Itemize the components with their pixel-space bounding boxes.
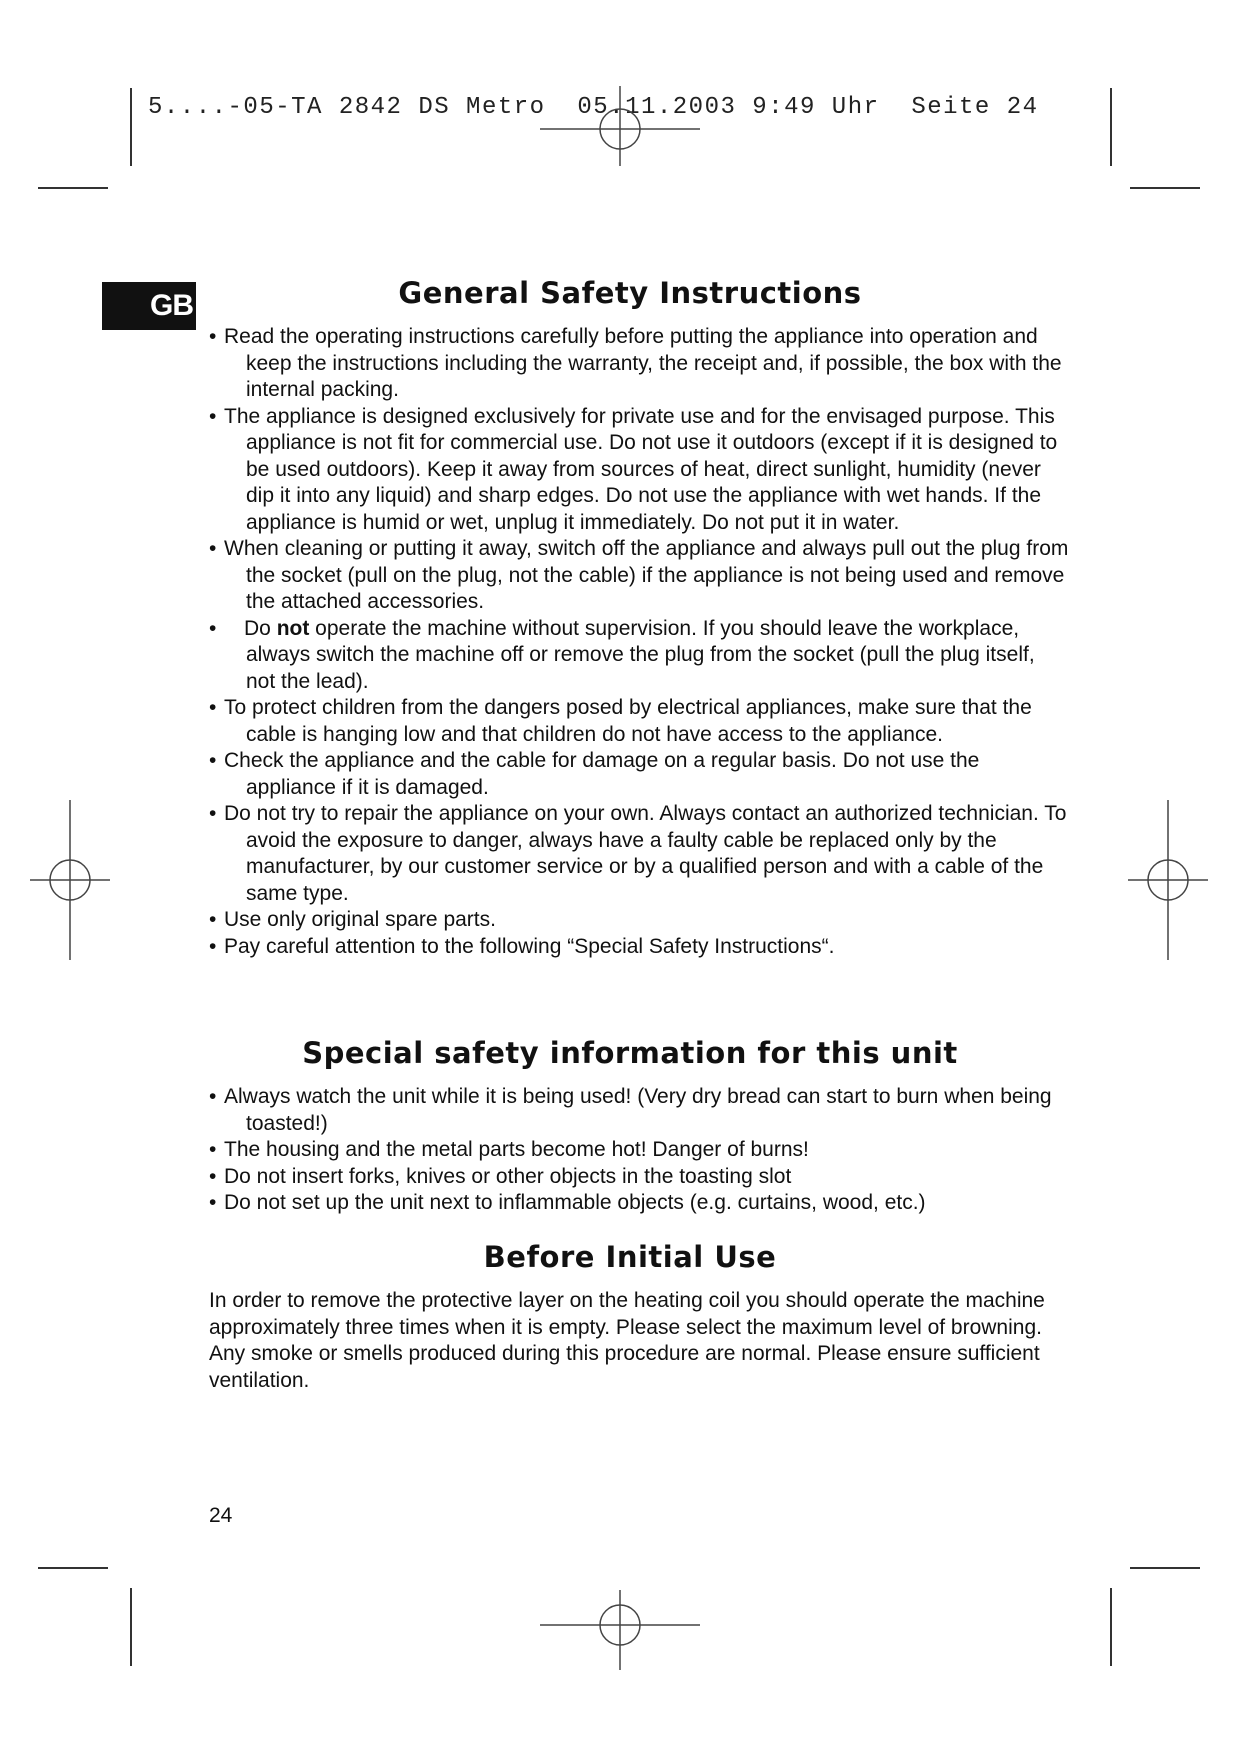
list-item: • When cleaning or putting it away, switch off the appliance and always pull out the plug from the socket (pull on the plug, not the cable) if the appliance is not being used and remove the attached accessories. <box>209 537 1069 613</box>
language-tab: GB <box>102 282 196 330</box>
list-item: • The appliance is designed exclusively for private use and for the envisaged purpose. This appliance is not fit for commercial use. Do not use it outdoors (except if it is designed to be used outdoors). Keep it away from sources of heat, direct sunlight, humidity (never dip it into any liquid) and sharp edges. Do not use the appliance with wet hands. If the appliance is humid or wet, unplug it immediately. Do not put it in water. <box>209 404 1058 534</box>
list-item: • To protect children from the dangers posed by electrical appliances, make sure that the cable is hanging low and that children do not have access to the appliance. <box>209 696 1032 746</box>
registration-mark-icon <box>30 800 110 960</box>
list-item: • Do not try to repair the appliance on your own. Always contact an authorized technician. To avoid the exposure to danger, always have a faulty cable be replaced only by the manufacturer, by our customer service or by a qualified person and with a cable of the same type. <box>209 802 1067 905</box>
section-title-general: General Safety Instructions <box>398 276 862 310</box>
list-item: • Do not insert forks, knives or other objects in the toasting slot <box>209 1164 792 1188</box>
section-title-special: Special safety information for this unit <box>302 1036 958 1070</box>
crop-mark <box>1130 187 1200 189</box>
registration-mark-icon <box>540 1590 700 1670</box>
special-safety-list-container <box>209 1084 1069 1217</box>
list-item: • Check the appliance and the cable for damage on a regular basis. Do not use the appliance if it is damaged. <box>209 749 980 799</box>
list-item: • Read the operating instructions carefully before putting the appliance into operation and keep the instructions including the warranty, the receipt and, if possible, the box with the internal packing. <box>209 325 1062 401</box>
crop-mark <box>1130 1567 1200 1569</box>
crop-mark <box>130 88 132 166</box>
registration-mark-icon <box>1128 800 1208 960</box>
special-safety-list <box>209 1084 1069 1217</box>
crop-mark <box>38 1567 108 1569</box>
list-item: • Always watch the unit while it is being used! (Very dry bread can start to burn when being toasted!) <box>209 1085 1052 1135</box>
list-item: • Do not set up the unit next to inflammable objects (e.g. curtains, wood, etc.) <box>209 1191 926 1214</box>
initial-use-paragraph: In order to remove the protective layer on the heating coil you should operate the machine approximately three times when it is empty. Please select the maximum level of browning. Any smoke or smells produced during this procedure are normal. Please ensure sufficient ventilation. <box>209 1289 1045 1392</box>
list-item: • The housing and the metal parts become hot! Danger of burns! <box>209 1138 809 1161</box>
registration-mark-icon <box>540 86 700 166</box>
list-item: • Use only original spare parts. <box>209 908 496 931</box>
crop-mark <box>1110 88 1112 166</box>
list-item: • Pay careful attention to the following “Special Safety Instructions“. <box>209 934 835 958</box>
crop-mark <box>130 1588 132 1666</box>
crop-mark <box>1110 1588 1112 1666</box>
list-item: • Do not operate the machine without supervision. If you should leave the workplace, always switch the machine off or remove the plug from the socket (pull the plug itself, not the lead). <box>209 616 1035 693</box>
general-safety-list-container <box>209 324 1069 960</box>
section-title-initial: Before Initial Use <box>483 1240 777 1274</box>
page-number: 24 <box>209 1504 233 1527</box>
initial-use-container <box>209 1288 1059 1394</box>
print-header: 5....-05-TA 2842 DS Metro 05.11.2003 9:49 Uhr Seite 24 <box>148 94 1039 121</box>
general-safety-list <box>209 324 1069 960</box>
crop-mark <box>38 187 108 189</box>
